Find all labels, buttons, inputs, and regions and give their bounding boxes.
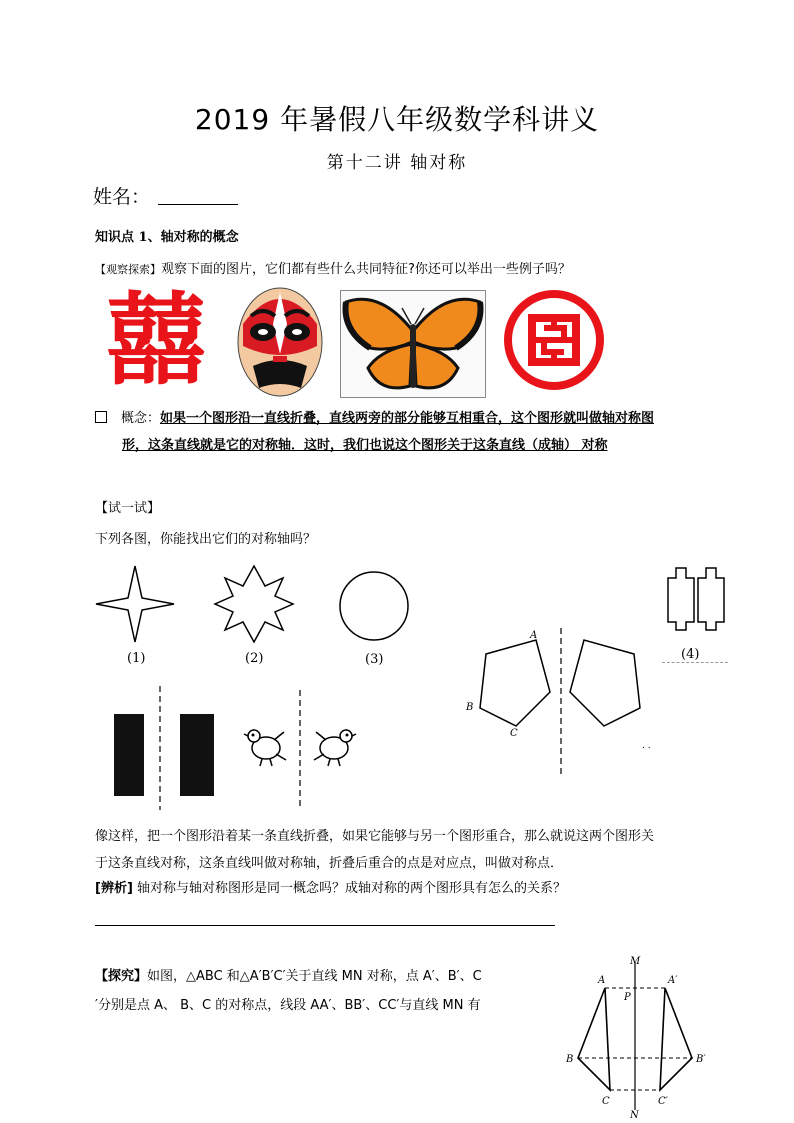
- label-a: A: [598, 975, 606, 986]
- explore-line1: 如图，△ABC 和△A′B′C′关于直线 MN 对称，点 A′、B′、C: [147, 969, 482, 984]
- star-figure-1: [94, 564, 176, 644]
- caption-4-underline: [662, 662, 728, 663]
- label-b: B: [566, 1054, 574, 1065]
- reflection-figure: [560, 950, 720, 1120]
- observe-prompt: [95, 258, 571, 277]
- bird-left: [244, 730, 286, 766]
- pentagon-label-c: C: [510, 728, 518, 739]
- name-label: 姓名：: [93, 186, 151, 208]
- label-p: P: [624, 992, 631, 1003]
- label-c: C: [602, 1096, 610, 1107]
- pentagons-figure: [464, 628, 664, 776]
- explore-section: [95, 962, 555, 1020]
- pentagon-label-a: A: [530, 630, 538, 641]
- explore-line2: ′分别是点 A、 B、C 的对称点，线段 AA′、BB′、CC′与直线 MN 有: [95, 998, 481, 1013]
- analysis-question: [95, 877, 566, 896]
- try-heading: 【试一试】: [95, 501, 161, 516]
- symmetry-paragraph: [95, 823, 735, 877]
- opera-mask-image: [233, 284, 327, 396]
- label-c-prime: C′: [658, 1096, 668, 1107]
- label-b-prime: B′: [696, 1054, 706, 1065]
- icbc-logo-image: [504, 290, 604, 390]
- concept-text-line1: 如果一个图形沿一直线折叠，直线两旁的部分能够互相重合，这个图形就叫做轴对称图: [160, 411, 655, 426]
- name-blank[interactable]: [158, 204, 238, 205]
- concept-label: 概念：: [121, 411, 161, 426]
- observe-tag: 【观察探索】: [95, 263, 161, 276]
- butterfly-image: [340, 290, 486, 398]
- analysis-text: 轴对称与轴对称图形是同一概念吗？成轴对称的两个图形具有怎么的关系？: [132, 881, 567, 896]
- bracket-figure-4: [664, 566, 728, 632]
- star-figure-2: [213, 564, 295, 644]
- section-heading: 知识点 1、轴对称的概念: [95, 230, 239, 245]
- paragraph-line1: 像这样，把一个图形沿着某一条直线折叠，如果它能够与另一个图形重合，那么就说这两个图形关: [95, 829, 655, 844]
- caption-3: (3): [365, 652, 384, 667]
- dots-mark: . .: [642, 741, 651, 751]
- birds-figure: [240, 690, 362, 810]
- label-n: N: [630, 1110, 639, 1121]
- concept-text-line2: 形，这条直线就是它的对称轴．这时，我们也说这个图形关于这条直线（成轴） 对称: [122, 438, 608, 453]
- caption-2: (2): [245, 651, 264, 666]
- concept-definition: [95, 405, 715, 459]
- double-happiness-image: [100, 281, 212, 399]
- pentagon-label-b: B: [466, 702, 474, 713]
- lesson-subtitle: 第十二讲 轴对称: [326, 153, 468, 173]
- circle-figure-3: [338, 570, 410, 642]
- bird-right: [314, 730, 356, 766]
- analysis-tag: [辨析]: [95, 881, 133, 896]
- page-title: 2019 年暑假八年级数学科讲义: [194, 103, 600, 136]
- caption-4: (4): [681, 647, 700, 662]
- label-m: M: [630, 956, 641, 967]
- caption-1: (1): [127, 651, 146, 666]
- paragraph-line2: 于这条直线对称，这条直线叫做对称轴，折叠后重合的点是对应点，叫做对称点．: [95, 856, 564, 871]
- label-a-prime: A′: [668, 975, 678, 986]
- answer-blank[interactable]: [95, 925, 555, 926]
- double-happiness-char: 囍: [106, 281, 206, 399]
- checkbox-icon: [95, 411, 107, 423]
- explore-tag: 【探究】: [95, 969, 148, 984]
- observe-text: 观察下面的图片，它们都有些什么共同特征?你还可以举出一些例子吗？: [161, 262, 571, 277]
- try-question: 下列各图，你能找出它们的对称轴吗？: [95, 532, 317, 547]
- rectangles-figure: [108, 686, 228, 810]
